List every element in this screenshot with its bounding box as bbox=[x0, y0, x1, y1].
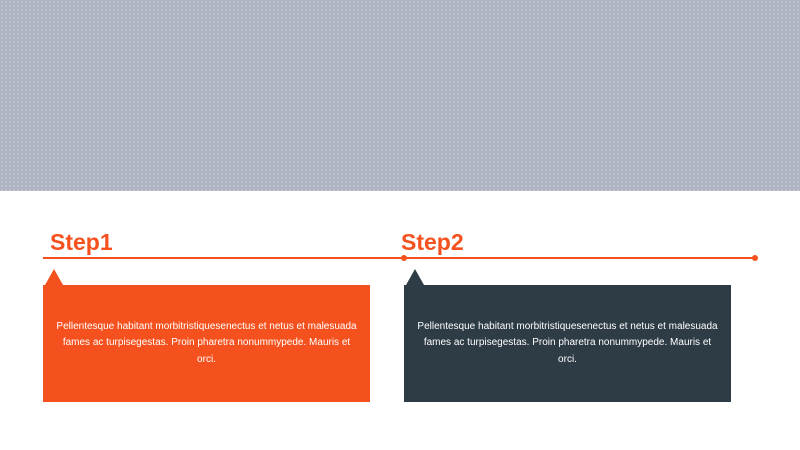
step1-card-pointer bbox=[45, 269, 63, 285]
step1-title: Step1 bbox=[50, 229, 113, 255]
step1-card bbox=[43, 285, 370, 402]
step2-card-pointer bbox=[406, 269, 424, 285]
step2-card bbox=[404, 285, 731, 402]
step1-card-text: Pellentesque habitant morbitristiquesenectus et netus et malesuada fames ac turpisegestas. Proin pharetra nonummypede. Mauris et orci. bbox=[56, 320, 357, 365]
step2-title: Step2 bbox=[401, 229, 464, 255]
timeline-line bbox=[43, 257, 756, 259]
header-image-banner bbox=[0, 0, 800, 191]
step2-card-text: Pellentesque habitant morbitristiquesenectus et netus et malesuada fames ac turpisegestas. Proin pharetra nonummypede. Mauris et orci. bbox=[417, 320, 718, 365]
timeline-dot-end bbox=[752, 255, 758, 261]
timeline-dot-step2 bbox=[401, 255, 407, 261]
